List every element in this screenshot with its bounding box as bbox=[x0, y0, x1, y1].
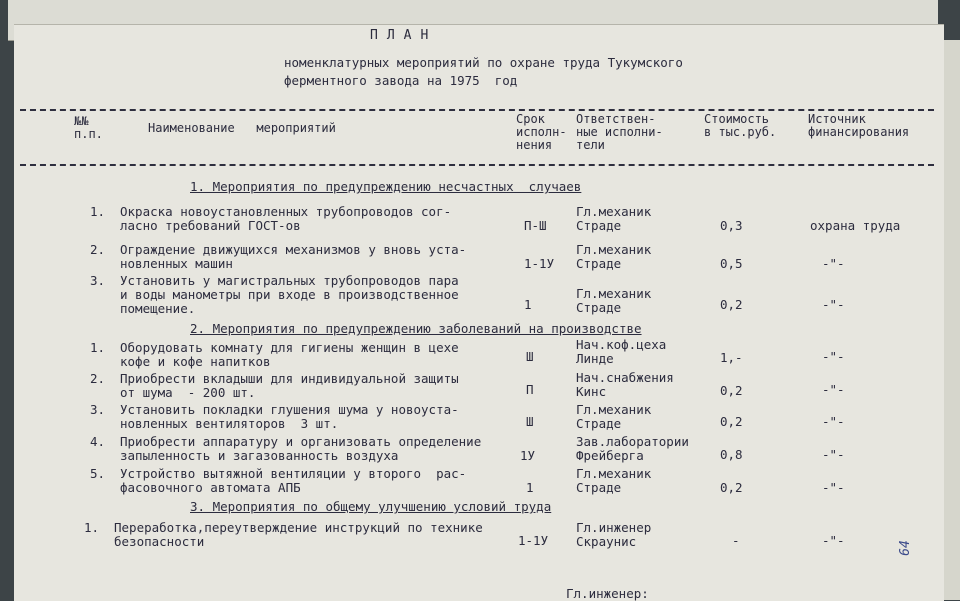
row-number: 3. bbox=[90, 273, 106, 288]
row-term: П bbox=[526, 382, 534, 397]
row-responsible: Нач.коф.цеха Линде bbox=[576, 337, 667, 366]
page-number-stamp: 64 bbox=[897, 540, 913, 556]
row-cost: 0,8 bbox=[720, 447, 743, 462]
row-source: -"- bbox=[822, 447, 845, 462]
row-term: 1-1У bbox=[518, 533, 549, 548]
row-source: -"- bbox=[822, 533, 845, 548]
row-number: 4. bbox=[90, 434, 106, 449]
row-term: Ш bbox=[526, 349, 534, 364]
row-number: 2. bbox=[90, 371, 106, 386]
section-title: 3. Мероприятия по общему улучшению условий труда bbox=[190, 499, 552, 514]
row-number: 2. bbox=[90, 242, 106, 257]
row-name: Установить у магистральных трубопроводов пара и воды манометры при входе в производственное помещение. bbox=[120, 273, 459, 316]
row-name: Переработка,переутверждение инструкций по технике безопасности bbox=[114, 520, 483, 549]
row-responsible: Гл.механик Страде bbox=[576, 242, 652, 271]
row-term: 1 bbox=[524, 297, 532, 312]
row-responsible: Гл.механик Страде bbox=[576, 204, 652, 233]
row-name: Ограждение движущихся механизмов у вновь уста- новленных машин bbox=[120, 242, 467, 271]
row-responsible: Гл.механик Страде bbox=[576, 466, 652, 495]
section-title: 1. Мероприятия по предупреждению несчастных случаев bbox=[190, 179, 582, 194]
row-source: -"- bbox=[822, 480, 845, 495]
row-source: -"- bbox=[822, 349, 845, 364]
document-title: ПЛАН bbox=[370, 28, 438, 43]
row-number: 3. bbox=[90, 402, 106, 417]
row-cost: 0,2 bbox=[720, 414, 743, 429]
row-number: 1. bbox=[84, 520, 100, 535]
row-responsible: Зав.лаборатории Фрейберга bbox=[576, 434, 689, 463]
row-term: Ш bbox=[526, 414, 534, 429]
footer-signature-label: Гл.инженер: bbox=[566, 586, 649, 601]
row-term: 1 bbox=[526, 480, 534, 495]
column-header-name: Наименование мероприятий bbox=[148, 121, 336, 135]
row-cost: 0,2 bbox=[720, 383, 743, 398]
document-subtitle-line1: номенклатурных мероприятий по охране труда Тукумского bbox=[284, 55, 683, 70]
document-subtitle-line2: ферментного завода на 1975 год bbox=[284, 73, 518, 88]
row-cost: 1,- bbox=[720, 350, 743, 365]
document-page bbox=[14, 24, 944, 601]
header-bottom-rule bbox=[20, 164, 934, 166]
row-responsible: Гл.инженер Скраунис bbox=[576, 520, 652, 549]
row-cost: - bbox=[732, 533, 740, 548]
row-responsible: Гл.механик Страде bbox=[576, 402, 652, 431]
row-term: 1У bbox=[520, 448, 536, 463]
row-name: Устройство вытяжной вентиляции у второго рас- фасовочного автомата АПБ bbox=[120, 466, 467, 495]
row-number: 5. bbox=[90, 466, 106, 481]
row-source: -"- bbox=[822, 256, 845, 271]
row-source: -"- bbox=[822, 414, 845, 429]
row-cost: 0,3 bbox=[720, 218, 743, 233]
row-cost: 0,5 bbox=[720, 256, 743, 271]
row-number: 1. bbox=[90, 204, 106, 219]
row-responsible: Нач.снабжения Кинс bbox=[576, 370, 674, 399]
row-source: охрана труда bbox=[810, 218, 901, 233]
row-source: -"- bbox=[822, 382, 845, 397]
column-header-responsible: Ответствен- ные исполни- тели bbox=[576, 112, 663, 152]
row-number: 1. bbox=[90, 340, 106, 355]
row-cost: 0,2 bbox=[720, 297, 743, 312]
row-name: Установить покладки глушения шума у новоуста- новленных вентиляторов 3 шт. bbox=[120, 402, 459, 431]
row-term: П-Ш bbox=[524, 218, 547, 233]
row-source: -"- bbox=[822, 297, 845, 312]
row-cost: 0,2 bbox=[720, 480, 743, 495]
column-header-source: Источник финансирования bbox=[808, 112, 910, 139]
row-name: Окраска новоустановленных трубопроводов сог- ласно требований ГОСТ-ов bbox=[120, 204, 452, 233]
row-term: 1-1У bbox=[524, 256, 555, 271]
row-responsible: Гл.механик Страде bbox=[576, 286, 652, 315]
row-name: Приобрести аппаратуру и организовать определение запыленность и загазованность воздуха bbox=[120, 434, 482, 463]
section-title: 2. Мероприятия по предупреждению заболеваний на производстве bbox=[190, 321, 642, 336]
row-name: Приобрести вкладыши для индивидуальной защиты от шума - 200 шт. bbox=[120, 371, 459, 400]
row-name: Оборудовать комнату для гигиены женщин в цехе кофе и кофе напитков bbox=[120, 340, 459, 369]
column-header-cost: Стоимость в тыс.руб. bbox=[704, 112, 777, 139]
column-header-term: Срок исполн- нения bbox=[516, 112, 567, 152]
column-header-number: №№ п.п. bbox=[74, 114, 103, 141]
header-top-rule bbox=[20, 109, 934, 111]
